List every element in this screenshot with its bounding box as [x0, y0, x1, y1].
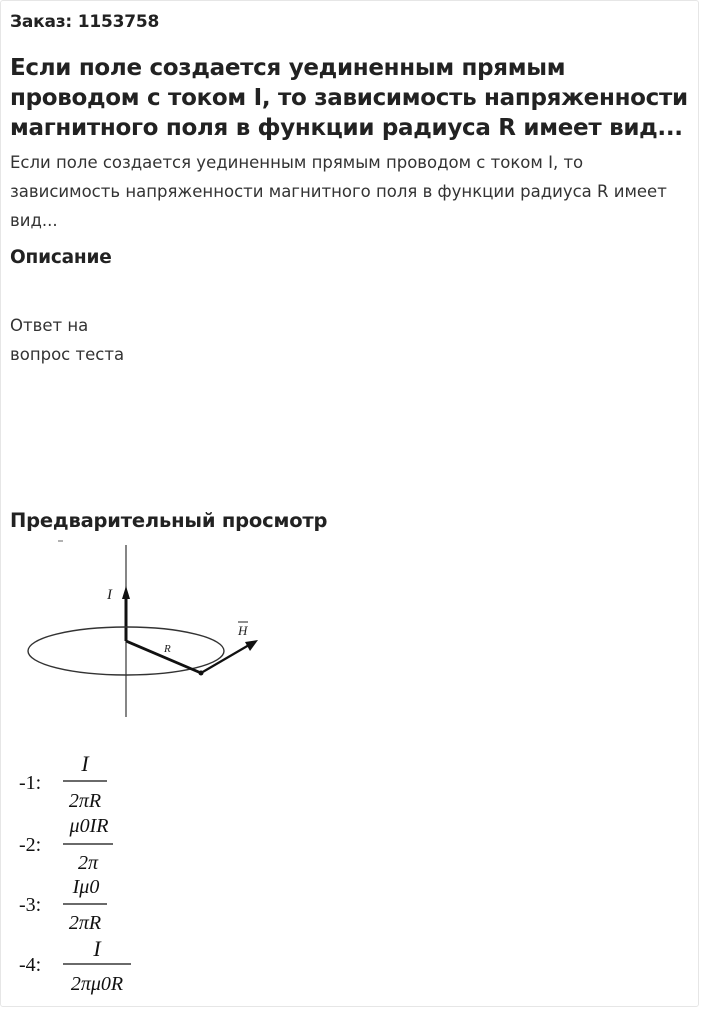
- preview-heading: Предварительный просмотр: [10, 509, 328, 532]
- option-2: [19, 815, 113, 874]
- preview-svg: [1, 531, 301, 1006]
- option-1-numerator: I: [81, 751, 89, 776]
- option-3-denominator: 2πR: [68, 912, 102, 934]
- option-1-denominator: 2πR: [68, 790, 102, 812]
- option-4: [19, 936, 131, 995]
- option-1-label: -1:: [19, 772, 42, 794]
- order-number: Заказ: 1153758: [10, 12, 160, 32]
- option-2-denominator: 2π: [77, 852, 99, 874]
- option-4-label: -4:: [19, 954, 42, 976]
- option-3: [19, 876, 107, 934]
- option-3-label: -3:: [19, 894, 42, 916]
- answer-line-1: Ответ на: [10, 316, 89, 335]
- option-4-denominator: 2πμ0R: [70, 973, 124, 995]
- field-arrowhead: [245, 640, 258, 651]
- label-field: H: [238, 623, 248, 638]
- option-2-label: -2:: [19, 834, 42, 856]
- question-description: Если поле создается уединенным прямым проводом с током I, то зависимость напряженности магнитного поля в функции радиуса R имеет вид...: [10, 153, 667, 230]
- page-title: Если поле создается уединенным прямым проводом с током I, то зависимость напряженности магнитного поля в функции радиуса R имеет вид...: [10, 55, 688, 141]
- description-heading: Описание: [10, 247, 112, 268]
- answer-text: [10, 311, 230, 369]
- current-arrowhead: [122, 586, 130, 599]
- label-current: I: [107, 587, 112, 603]
- answer-line-2: вопрос теста: [10, 345, 125, 364]
- preview-image: [1, 531, 301, 1006]
- option-1: [19, 751, 107, 812]
- option-2-numerator: μ0IR: [69, 815, 109, 837]
- field-vector: [201, 645, 249, 673]
- option-3-numerator: Iμ0: [72, 876, 100, 898]
- option-4-numerator: I: [93, 936, 101, 961]
- label-radius: R: [164, 643, 171, 655]
